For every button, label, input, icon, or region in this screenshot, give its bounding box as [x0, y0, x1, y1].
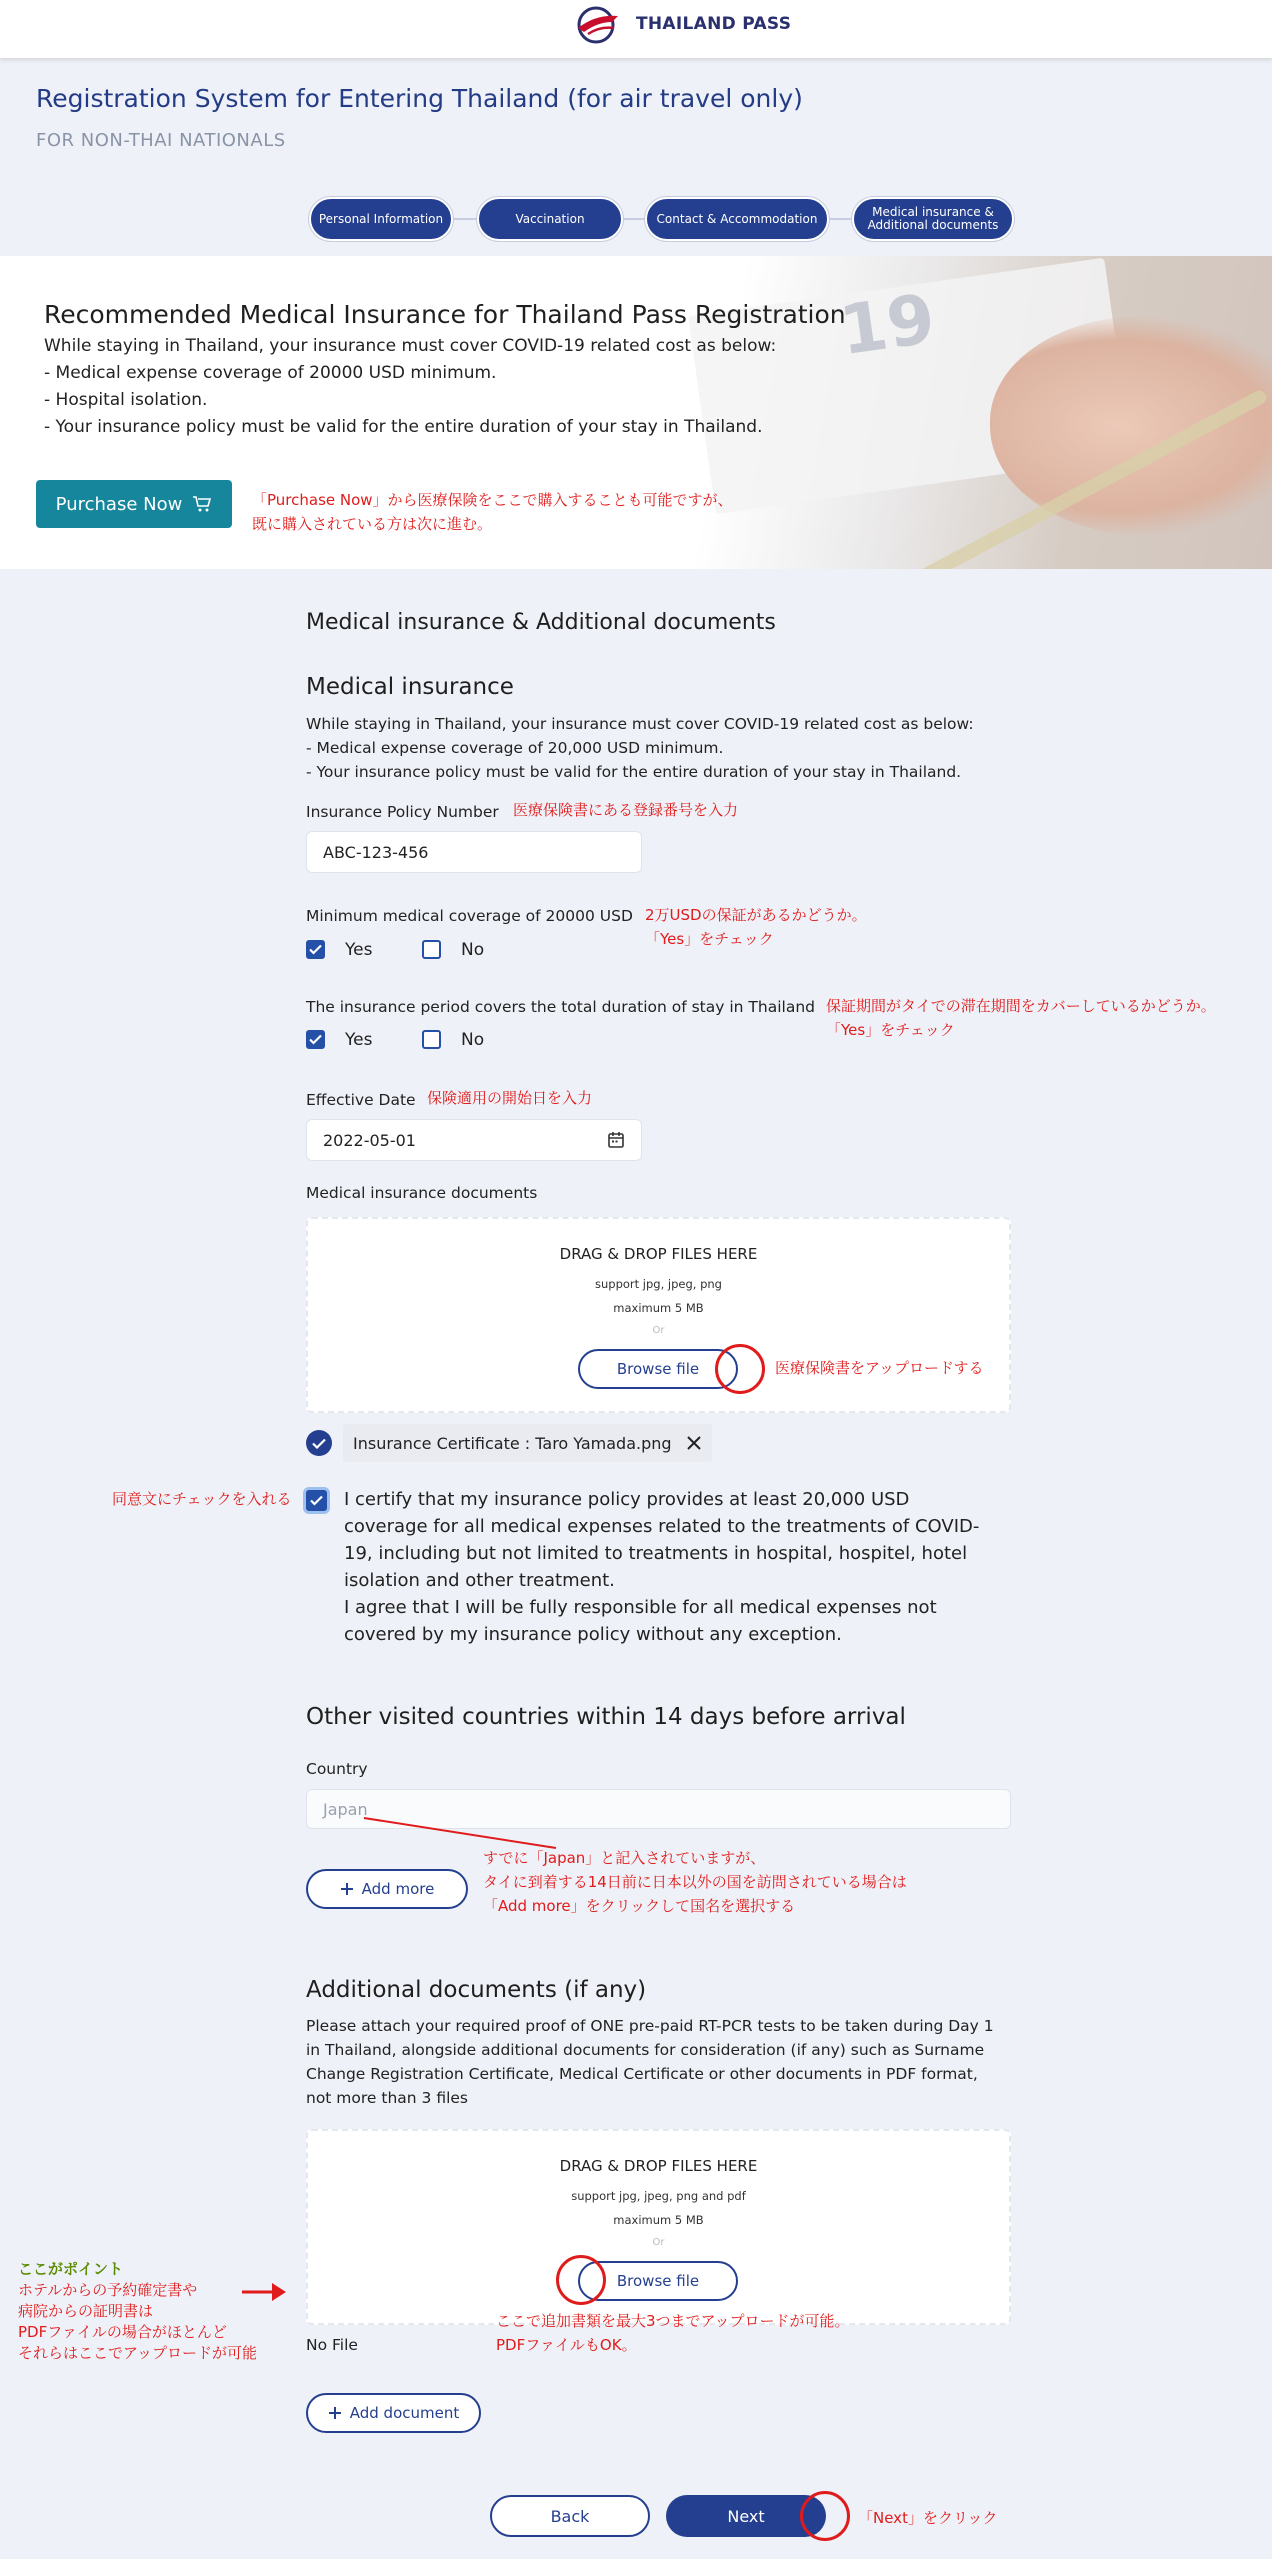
annotation-circle — [800, 2491, 850, 2541]
browse-file-button[interactable]: Browse file — [578, 1349, 738, 1389]
country-input[interactable]: Japan — [306, 1789, 1011, 1829]
period-no-checkbox[interactable] — [422, 1030, 441, 1049]
annotation-circle — [556, 2255, 606, 2305]
certify-checkbox[interactable] — [306, 1490, 327, 1511]
page-subtitle: FOR NON-THAI NATIONALS — [36, 130, 286, 151]
section-title: Medical insurance & Additional documents — [306, 610, 776, 635]
effective-date-annotation: 保険適用の開始日を入力 — [427, 1089, 593, 1107]
browse-file-button[interactable]: Browse file — [578, 2261, 738, 2301]
logo-text: THAILAND PASS — [636, 14, 792, 34]
purchase-now-button[interactable]: Purchase Now — [36, 480, 232, 528]
dropzone-title: DRAG & DROP FILES HERE — [559, 1245, 758, 1263]
step-contact-accommodation[interactable]: Contact & Accommodation — [645, 197, 829, 241]
file-uploaded-icon — [306, 1430, 332, 1456]
annotation-circle — [715, 1344, 765, 1394]
coverage-no-label: No — [461, 940, 485, 960]
period-yes-checkbox[interactable] — [306, 1030, 325, 1049]
period-no-label: No — [461, 1030, 485, 1050]
medical-insurance-text: While staying in Thailand, your insurance must cover COVID-19 related cost as below: - Medical expense coverage of 20,000 USD minimum. - Your insurance policy must be valid for the entire duration of your stay in Thailand. — [306, 715, 974, 781]
banner-text: - Medical expense coverage of 20000 USD minimum. — [44, 363, 497, 383]
browse-annotation: 医療保険書をアップロードする — [775, 1359, 984, 1377]
point-annotation-title: ここがポイント — [18, 2260, 124, 2278]
thailand-pass-logo-icon — [568, 4, 624, 46]
policy-number-input[interactable]: ABC-123-456 — [306, 831, 642, 873]
remove-file-icon[interactable] — [686, 1435, 702, 1451]
purchase-annotation: 「Purchase Now」から医療保険をここで購入することも可能ですが、 既に購入されている方は次に進む。 — [252, 491, 733, 533]
coverage-annotation: 2万USDの保証があるかどうか。 「Yes」をチェック — [645, 906, 867, 948]
insurance-banner — [0, 256, 1272, 569]
banner-text: While staying in Thailand, your insurance must cover COVID-19 related cost as below: — [44, 336, 777, 356]
upload-annotation: ここで追加書類を最大3つまでアップロードが可能。 PDFファイルもOK。 — [496, 2312, 850, 2354]
no-file-text: No File — [306, 2336, 358, 2354]
check-icon — [309, 944, 322, 955]
dropzone-support: support jpg, jpeg, png — [595, 1277, 722, 1291]
effective-date-input[interactable]: 2022-05-01 — [306, 1119, 642, 1161]
certify-text: I certify that my insurance policy provides at least 20,000 USD coverage for all medical expenses related to the treatments of COVID- 19, including but not limited to treatments in hospital, hospitel, hotel isolation and other treatment. I agree that I will be fully responsible for all medical expenses not covered by my insurance policy without any exception. — [344, 1489, 980, 1645]
banner-text: - Hospital isolation. — [44, 390, 208, 410]
dropzone-max: maximum 5 MB — [613, 1301, 704, 1315]
check-icon — [310, 1495, 323, 1506]
additional-docs-text: Please attach your required proof of ONE pre-paid RT-PCR tests to be taken during Day 1 in Thailand, alongside additional documents for consideration (if any) such as Surname Change Registration Certificate, Medical Certificate or other documents in PDF format, not more than 3 files — [306, 2017, 994, 2107]
step-medical-insurance[interactable]: Medical insurance & Additional documents — [852, 197, 1014, 241]
additional-docs-dropzone[interactable] — [306, 2129, 1011, 2325]
add-document-button[interactable]: Add document — [306, 2393, 481, 2433]
next-annotation: 「Next」をクリック — [858, 2509, 998, 2527]
dropzone-or: Or — [652, 1325, 665, 1336]
calendar-icon[interactable] — [607, 1131, 625, 1149]
agree-annotation: 同意文にチェックを入れる — [112, 1490, 292, 1508]
dropzone-title: DRAG & DROP FILES HERE — [559, 2157, 758, 2175]
coverage-no-checkbox[interactable] — [422, 940, 441, 959]
effective-date-label: Effective Date — [306, 1091, 416, 1109]
photo-number: 19 — [834, 279, 940, 372]
medical-docs-dropzone[interactable] — [306, 1217, 1011, 1413]
banner-title: Recommended Medical Insurance for Thailand Pass Registration — [44, 300, 846, 329]
step-personal-information[interactable]: Personal Information — [309, 197, 453, 241]
dropzone-or: Or — [652, 2237, 665, 2248]
medical-docs-label: Medical insurance documents — [306, 1184, 538, 1202]
medical-insurance-title: Medical insurance — [306, 674, 514, 700]
country-annotation: すでに「Japan」と記入されていますが、 タイに到着する14日前に日本以外の国を訪問されている場合は 「Add more」をクリックして国名を選択する — [483, 1849, 907, 1915]
point-annotation: ホテルからの予約確定書や 病院からの証明書は PDFファイルの場合がほとんど それらはここでアップロードが可能 — [18, 2281, 257, 2362]
additional-docs-title: Additional documents (if any) — [306, 1977, 647, 2003]
next-button[interactable]: Next — [666, 2495, 826, 2537]
dropzone-support: support jpg, jpeg, png and pdf — [571, 2189, 746, 2203]
plus-icon — [340, 1882, 354, 1896]
period-label: The insurance period covers the total duration of stay in Thailand — [306, 998, 815, 1016]
policy-number-annotation: 医療保険書にある登録番号を入力 — [513, 801, 739, 819]
step-vaccination[interactable]: Vaccination — [477, 197, 623, 241]
coverage-yes-label: Yes — [345, 940, 373, 960]
uploaded-file-chip: Insurance Certificate : Taro Yamada.png — [343, 1424, 712, 1462]
cart-icon — [192, 495, 212, 513]
coverage-label: Minimum medical coverage of 20000 USD — [306, 907, 633, 925]
policy-number-label: Insurance Policy Number — [306, 803, 499, 821]
banner-text: - Your insurance policy must be valid for the entire duration of your stay in Thailand. — [44, 417, 763, 437]
coverage-yes-checkbox[interactable] — [306, 940, 325, 959]
add-more-button[interactable]: Add more — [306, 1869, 468, 1909]
plus-icon — [328, 2406, 342, 2420]
period-annotation: 保証期間がタイでの滞在期間をカバーしているかどうか。 「Yes」をチェック — [826, 997, 1216, 1039]
check-icon — [309, 1034, 322, 1045]
photo-hand — [990, 316, 1272, 536]
period-yes-label: Yes — [345, 1030, 373, 1050]
dropzone-max: maximum 5 MB — [613, 2213, 704, 2227]
page-title: Registration System for Entering Thailand (for air travel only) — [36, 84, 803, 113]
countries-title: Other visited countries within 14 days before arrival — [306, 1704, 906, 1730]
back-button[interactable]: Back — [490, 2495, 650, 2537]
country-label: Country — [306, 1760, 368, 1778]
